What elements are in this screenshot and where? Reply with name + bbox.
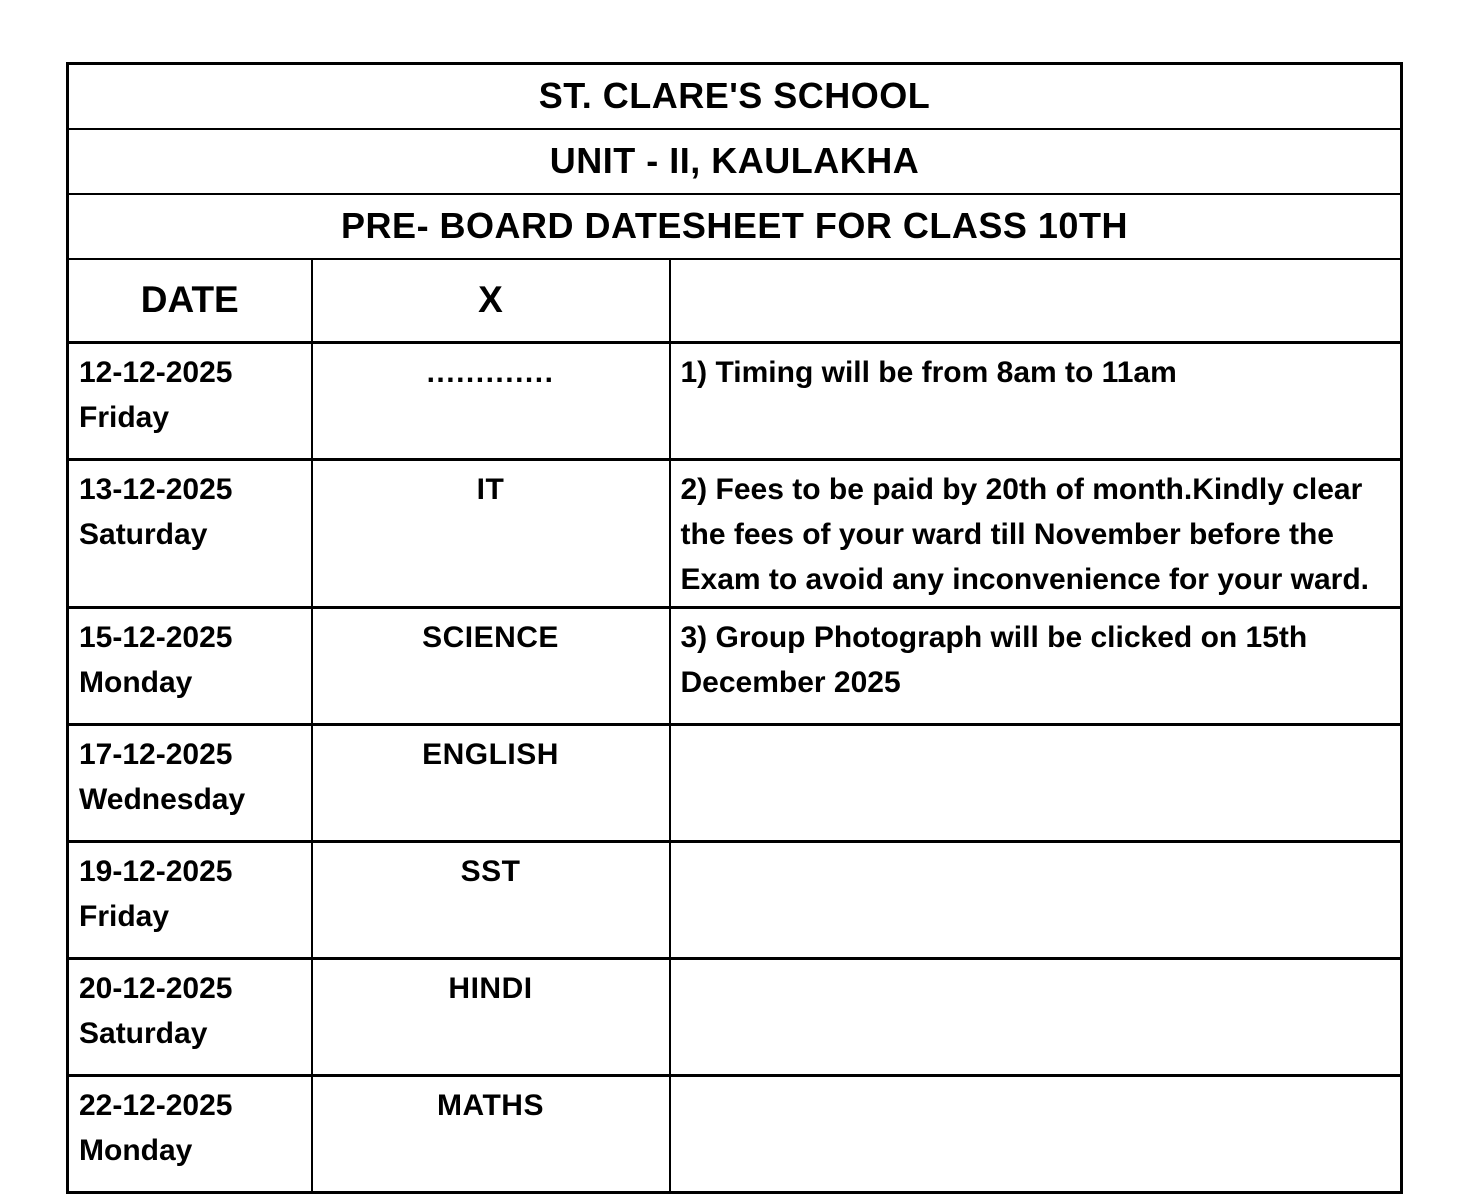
- subject-cell: SCIENCE: [312, 608, 670, 725]
- date-cell: [68, 343, 312, 460]
- exam-date: 19-12-2025: [79, 855, 233, 888]
- date-cell: [68, 608, 312, 725]
- subject-cell: .............: [312, 343, 670, 460]
- unit-name: UNIT - II, KAULAKHA: [68, 129, 1402, 194]
- datesheet-table: [66, 62, 1403, 1194]
- note-cell: [670, 1076, 1402, 1193]
- exam-day: Friday: [79, 900, 170, 933]
- exam-date: 20-12-2025: [79, 972, 233, 1005]
- exam-date: 17-12-2025: [79, 738, 233, 771]
- note-cell: 3) Group Photograph will be clicked on 15th December 2025: [670, 608, 1402, 725]
- school-name-row: [68, 64, 1402, 129]
- date-cell: [68, 842, 312, 959]
- exam-date: 22-12-2025: [79, 1089, 233, 1122]
- date-cell: [68, 725, 312, 842]
- exam-day: Wednesday: [79, 783, 246, 816]
- date-cell: [68, 959, 312, 1076]
- note-cell: [670, 725, 1402, 842]
- column-header-date: DATE: [68, 259, 312, 343]
- subject-cell: SST: [312, 842, 670, 959]
- exam-day: Monday: [79, 666, 193, 699]
- table-row: [68, 608, 1402, 725]
- table-row: [68, 460, 1402, 608]
- table-row: [68, 725, 1402, 842]
- exam-day: Friday: [79, 401, 170, 434]
- column-header-row: [68, 259, 1402, 343]
- sheet-title-row: [68, 194, 1402, 259]
- exam-date: 15-12-2025: [79, 621, 233, 654]
- column-header-notes: [670, 259, 1402, 343]
- table-body: [68, 64, 1402, 1193]
- table-row: [68, 959, 1402, 1076]
- note-cell: 2) Fees to be paid by 20th of month.Kindly clear the fees of your ward till November before the Exam to avoid any inconvenience for your ward.: [670, 460, 1402, 608]
- subject-cell: ENGLISH: [312, 725, 670, 842]
- subject-cell: HINDI: [312, 959, 670, 1076]
- note-cell: [670, 842, 1402, 959]
- date-cell: [68, 460, 312, 608]
- exam-day: Saturday: [79, 518, 208, 551]
- table-row: [68, 1076, 1402, 1193]
- note-cell: [670, 959, 1402, 1076]
- subject-cell: MATHS: [312, 1076, 670, 1193]
- unit-row: [68, 129, 1402, 194]
- sheet-title: PRE- BOARD DATESHEET FOR CLASS 10TH: [68, 194, 1402, 259]
- table-row: [68, 343, 1402, 460]
- exam-day: Monday: [79, 1134, 193, 1167]
- note-cell: 1) Timing will be from 8am to 11am: [670, 343, 1402, 460]
- exam-date: 12-12-2025: [79, 356, 233, 389]
- date-cell: [68, 1076, 312, 1193]
- exam-day: Saturday: [79, 1017, 208, 1050]
- datesheet-document: [66, 62, 1403, 1194]
- table-row: [68, 842, 1402, 959]
- subject-cell: IT: [312, 460, 670, 608]
- column-header-class: X: [312, 259, 670, 343]
- exam-date: 13-12-2025: [79, 473, 233, 506]
- school-name: ST. CLARE'S SCHOOL: [68, 64, 1402, 129]
